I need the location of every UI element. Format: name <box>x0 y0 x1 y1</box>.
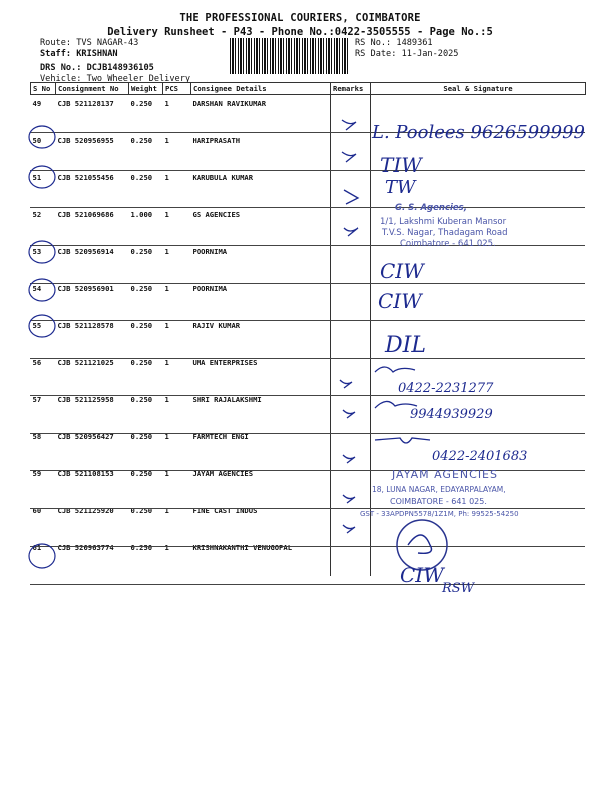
cell-consignment-no: CJB 520956427 <box>57 432 114 441</box>
cell-pcs: 1 <box>164 210 169 219</box>
col-sno: S No <box>31 83 56 95</box>
row-divider <box>30 132 585 133</box>
cell-remarks <box>331 280 371 317</box>
sig-r56-phone: 0422-2231277 <box>398 381 494 396</box>
row-divider <box>30 470 585 471</box>
cell-signature <box>371 132 586 169</box>
row-divider <box>30 508 585 509</box>
svg-text:1/1, Lakshmi Kuberan Mansor: 1/1, Lakshmi Kuberan Mansor <box>380 217 507 227</box>
cell-weight: 0.250 <box>130 432 153 441</box>
cell-consignee: JAYAM AGENCIES <box>192 469 254 478</box>
svg-text:COIMBATORE - 641 025.: COIMBATORE - 641 025. <box>390 497 487 506</box>
cell-signature <box>371 391 586 428</box>
row-divider <box>30 546 585 547</box>
cell-sno: 50 <box>32 136 42 145</box>
cell-pcs: 1 <box>164 358 169 367</box>
cell-remarks <box>331 317 371 354</box>
cell-weight: 0.250 <box>130 506 153 515</box>
cell-consignment-no: CJB 521108153 <box>57 469 114 478</box>
cell-consignment-no: CJB 521125920 <box>57 506 114 515</box>
vehicle-text: Vehicle: Two Wheeler Delivery <box>40 74 191 84</box>
cell-weight: 0.250 <box>130 136 153 145</box>
col-pcs: PCS <box>163 83 191 95</box>
cell-consignment-no: CJB 521121025 <box>57 358 114 367</box>
cell-signature <box>371 280 586 317</box>
cell-pcs: 1 <box>164 321 169 330</box>
cell-pcs: 1 <box>164 99 169 108</box>
cell-pcs: 1 <box>164 284 169 293</box>
cell-signature <box>371 317 586 354</box>
cell-signature <box>371 206 586 243</box>
cell-weight: 0.250 <box>130 469 153 478</box>
cell-sno: 57 <box>32 395 42 404</box>
meta-left <box>40 38 190 85</box>
cell-signature <box>371 169 586 206</box>
cell-sno: 49 <box>32 99 42 108</box>
cell-sno: 52 <box>32 210 42 219</box>
svg-text:T.V.S. Nagar, Thadagam Road: T.V.S. Nagar, Thadagam Road <box>382 228 508 238</box>
row-divider <box>30 283 585 284</box>
cell-remarks <box>331 539 371 576</box>
cell-pcs: 1 <box>164 506 169 515</box>
col-weight: Weight <box>129 83 163 95</box>
cell-pcs: 1 <box>164 469 169 478</box>
cell-remarks <box>331 391 371 428</box>
table-row <box>31 243 586 280</box>
cell-consignee: HARIPRASATH <box>192 136 241 145</box>
sig-r49: L. Poolees 9626599999 <box>372 122 585 143</box>
table-row <box>31 317 586 354</box>
runsheet-table <box>30 82 586 576</box>
cell-consignment-no: CJB 521069686 <box>57 210 114 219</box>
sig-r61: CIW <box>400 563 444 587</box>
col-consignee: Consignee Details <box>191 83 331 95</box>
cell-consignee: SHRI RAJALAKSHMI <box>192 395 262 404</box>
staff-text: Staff: KRISHNAN <box>40 49 118 59</box>
table-row <box>31 95 586 133</box>
svg-text:18, LUNA NAGAR, EDAYARPALAYAM,: 18, LUNA NAGAR, EDAYARPALAYAM, <box>372 485 506 494</box>
row-divider <box>30 170 585 171</box>
table-row <box>31 354 586 391</box>
rs-no-text: RS No.: 1489361 <box>355 38 433 48</box>
cell-pcs: 1 <box>164 136 169 145</box>
col-signature: Seal & Signature <box>371 83 586 95</box>
cell-consignee: FARMTECH ENGI <box>192 432 249 441</box>
svg-text:JAYAM AGENCIES: JAYAM AGENCIES <box>392 468 498 481</box>
cell-consignee: GS AGENCIES <box>192 210 241 219</box>
cell-pcs: 1 <box>164 173 169 182</box>
cell-signature <box>371 243 586 280</box>
cell-sno: 59 <box>32 469 42 478</box>
cell-pcs: 1 <box>164 395 169 404</box>
row-divider <box>30 320 585 321</box>
cell-consignee: KRISHNAKANTHI VENUGOPAL <box>192 543 293 552</box>
route-text: Route: TVS NAGAR-43 <box>40 38 139 48</box>
cell-weight: 1.000 <box>130 210 153 219</box>
table-header-row <box>31 83 586 95</box>
sig-r55: DIL <box>385 333 426 358</box>
table-row <box>31 206 586 243</box>
cell-pcs: 1 <box>164 432 169 441</box>
cell-sno: 55 <box>32 321 42 330</box>
cell-sno: 51 <box>32 173 42 182</box>
cell-consignment-no: CJB 521128578 <box>57 321 114 330</box>
col-remarks: Remarks <box>331 83 371 95</box>
cell-remarks <box>331 132 371 169</box>
cell-pcs: 1 <box>164 247 169 256</box>
sig-r58-phone: 0422-2401683 <box>432 449 528 464</box>
cell-consignment-no: CJB 521125958 <box>57 395 114 404</box>
sheet-title: THE PROFESSIONAL COURIERS, COIMBATORE <box>179 12 421 24</box>
cell-sno: 58 <box>32 432 42 441</box>
cell-consignee: POORNIMA <box>192 247 228 256</box>
row-divider <box>30 207 585 208</box>
cell-weight: 0.250 <box>130 284 153 293</box>
cell-pcs: 1 <box>164 543 169 552</box>
cell-weight: 0.250 <box>130 543 153 552</box>
cell-consignee: UMA ENTERPRISES <box>192 358 258 367</box>
cell-consignment-no: CJB 520956914 <box>57 247 114 256</box>
barcode <box>230 38 348 74</box>
col-consignment: Consignment No <box>56 83 129 95</box>
cell-consignment-no: CJB 521055456 <box>57 173 114 182</box>
row-divider <box>30 395 585 396</box>
cell-sno: 56 <box>32 358 42 367</box>
cell-remarks <box>331 243 371 280</box>
cell-signature <box>371 539 586 576</box>
svg-text:GST - 33APDPN5578/1Z1M, Ph: 99: GST - 33APDPN5578/1Z1M, Ph: 99525-54250 <box>360 510 519 518</box>
cell-weight: 0.250 <box>130 358 153 367</box>
sig-r51: TW <box>385 177 416 198</box>
cell-signature <box>371 95 586 133</box>
cell-consignee: RAJIV KUMAR <box>192 321 241 330</box>
cell-sno: 53 <box>32 247 42 256</box>
cell-signature <box>371 354 586 391</box>
cell-consignment-no: CJB 520956955 <box>57 136 114 145</box>
cell-consignment-no: CJB 520956901 <box>57 284 114 293</box>
sig-r54: CIW <box>378 289 422 313</box>
table-row <box>31 391 586 428</box>
cell-remarks <box>331 206 371 243</box>
svg-text:G. S. Agencies,: G. S. Agencies, <box>395 203 467 213</box>
table-row <box>31 539 586 576</box>
cell-remarks <box>331 354 371 391</box>
sig-r53: CIW <box>380 259 424 283</box>
cell-consignee: FINE CAST INDUS <box>192 506 258 515</box>
row-divider <box>30 433 585 434</box>
sig-r57-phone: 9944939929 <box>410 407 493 422</box>
sheet-subtitle: Delivery Runsheet - P43 - Phone No.:0422-3505555 - Page No.:5 <box>107 26 493 38</box>
row-divider <box>30 245 585 246</box>
cell-consignee: KARUBULA KUMAR <box>192 173 254 182</box>
cell-remarks <box>331 169 371 206</box>
cell-weight: 0.250 <box>130 99 153 108</box>
cell-consignee: DARSHAN RAVIKUMAR <box>192 99 267 108</box>
cell-sno: 60 <box>32 506 42 515</box>
cell-weight: 0.250 <box>130 321 153 330</box>
cell-sno: 61 <box>32 543 42 552</box>
rs-date-text: RS Date: 11-Jan-2025 <box>355 49 459 59</box>
cell-consignee: POORNIMA <box>192 284 228 293</box>
row-divider <box>30 584 585 585</box>
table-row <box>31 280 586 317</box>
cell-consignment-no: CJB 520963774 <box>57 543 114 552</box>
sig-r61b: RSW <box>442 581 475 596</box>
cell-weight: 0.250 <box>130 247 153 256</box>
cell-sno: 54 <box>32 284 42 293</box>
row-divider <box>30 358 585 359</box>
table-row <box>31 169 586 206</box>
svg-text:Coimbatore - 641 025.: Coimbatore - 641 025. <box>400 239 496 249</box>
cell-weight: 0.250 <box>130 173 153 182</box>
table-row <box>31 132 586 169</box>
meta-right <box>355 38 458 60</box>
cell-remarks <box>331 95 371 133</box>
drs-text: DRS No.: DCJB148936105 <box>40 63 154 73</box>
cell-consignment-no: CJB 521128137 <box>57 99 114 108</box>
sig-r50: TIW <box>380 153 422 177</box>
cell-weight: 0.250 <box>130 395 153 404</box>
